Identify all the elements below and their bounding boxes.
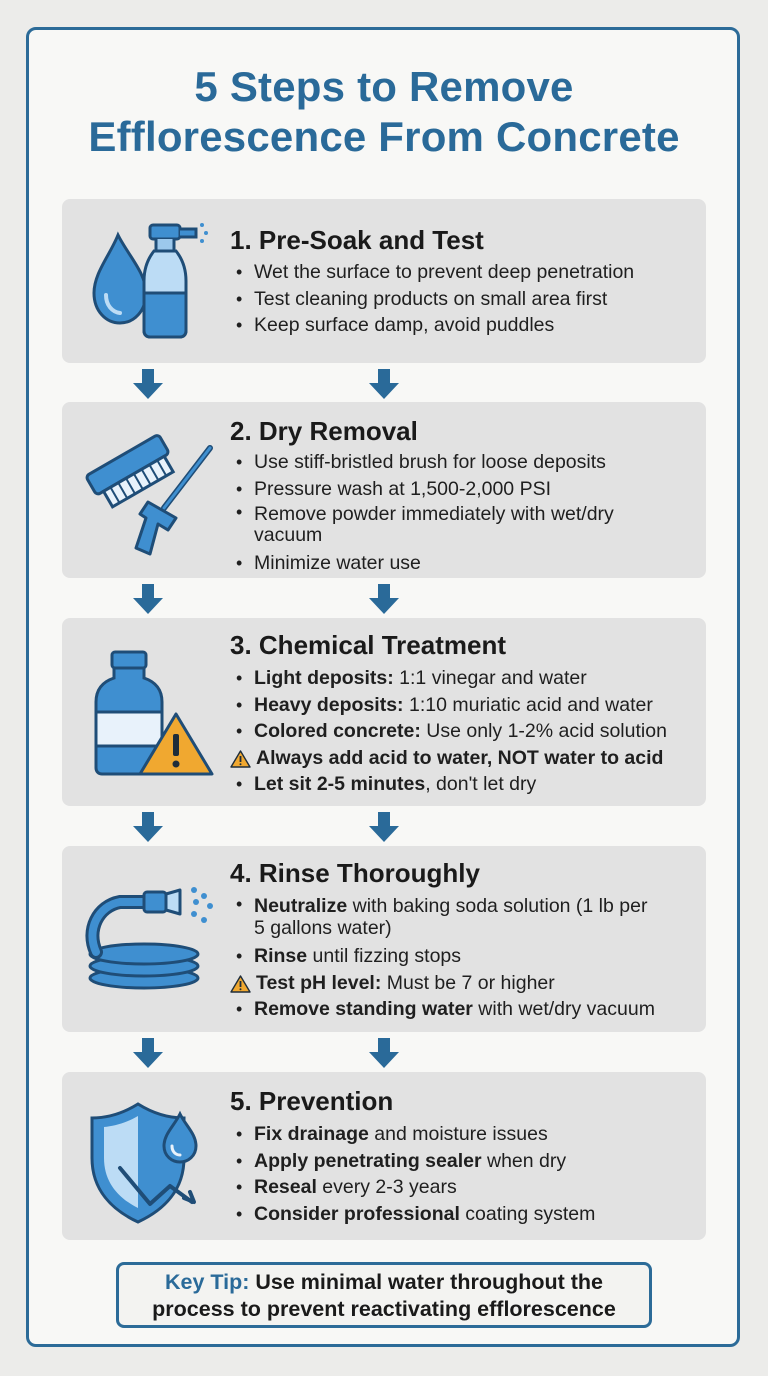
- bullet-bold: Always add acid to water, NOT water to acid: [256, 746, 664, 769]
- bullet-bold: Rinse: [254, 945, 308, 967]
- bullet-bold: Light deposits:: [254, 667, 394, 689]
- down-arrow-icon: [367, 582, 401, 616]
- down-arrow-icon: [131, 810, 165, 844]
- list-item: [232, 745, 692, 772]
- list-item: [232, 1148, 692, 1175]
- list-item: [232, 996, 692, 1023]
- bullet-text: , don't let dry: [425, 773, 537, 795]
- list-item: [232, 970, 692, 997]
- warning-icon: [230, 975, 251, 993]
- step-card-4: [62, 846, 706, 1032]
- step-card-2: [62, 402, 706, 578]
- list-item: • Test cleaning products on small area first: [232, 286, 692, 313]
- bullet-bold: Fix drainage: [254, 1123, 369, 1145]
- bullet-text: until fizzing stops: [307, 945, 462, 967]
- step-5-bullets: [232, 1121, 692, 1227]
- step-2-bullets: [232, 449, 692, 577]
- down-arrow-icon: [367, 1036, 401, 1070]
- bullet-text: coating system: [459, 1202, 596, 1225]
- step-3-title: 3. Chemical Treatment: [230, 630, 506, 660]
- down-arrow-icon: [131, 367, 165, 401]
- bullet-text: Must be 7 or higher: [381, 971, 555, 994]
- bullet-text: when dry: [481, 1149, 567, 1172]
- bullet-text: 1:1 vinegar and water: [393, 667, 587, 689]
- down-arrow-icon: [131, 582, 165, 616]
- list-item: • Pressure wash at 1,500-2,000 PSI: [232, 476, 692, 503]
- bullet-line: [254, 895, 692, 917]
- step-1-title: 1. Pre-Soak and Test: [230, 225, 484, 255]
- tip-label: Key Tip:: [164, 1270, 250, 1294]
- step-3-bullets: [232, 665, 692, 798]
- bullet-text: with baking soda solution (1 lb per: [347, 895, 648, 917]
- list-item: [232, 1174, 692, 1201]
- title-line-1: 5 Steps to Remove: [194, 63, 574, 110]
- key-tip-box: [116, 1262, 652, 1328]
- bullet-bold: Colored concrete:: [254, 720, 421, 742]
- list-item: • Wet the surface to prevent deep penetration: [232, 259, 692, 286]
- bullet-line: • Remove powder immediately with wet/dry: [254, 503, 614, 525]
- title-line-2: Efflorescence From Concrete: [88, 113, 680, 160]
- bullet-bold: Let sit 2-5 minutes: [254, 773, 426, 795]
- list-item: [232, 893, 692, 943]
- bullet-line: 5 gallons water): [254, 917, 392, 939]
- step-card-1: [62, 199, 706, 363]
- bullet-bold: Test pH level:: [256, 971, 382, 994]
- brush-and-pressure-washer-icon: [84, 426, 220, 558]
- down-arrow-icon: [367, 367, 401, 401]
- bullet-bold: Reseal: [254, 1176, 317, 1198]
- garden-hose-icon: [84, 882, 224, 994]
- bullet-text: Use only 1-2% acid solution: [420, 720, 667, 742]
- list-item: [232, 665, 692, 692]
- shield-water-drop-icon: [84, 1098, 208, 1226]
- list-item: [232, 718, 692, 745]
- list-item: • Keep surface damp, avoid puddles: [232, 312, 692, 339]
- bullet-bold: Apply penetrating sealer: [254, 1149, 482, 1172]
- bullet-bold: Neutralize: [254, 895, 348, 917]
- list-item: [232, 502, 692, 550]
- bullet-line: vacuum: [254, 524, 323, 546]
- tip-line-1: [119, 1269, 649, 1296]
- step-1-bullets: [232, 259, 692, 339]
- tip-text: Use minimal water throughout the: [249, 1270, 604, 1294]
- tip-line-2: process to prevent reactivating efflorescence: [152, 1297, 616, 1321]
- bullet-text: with wet/dry vacuum: [472, 998, 655, 1020]
- page-title: [0, 62, 768, 162]
- step-4-bullets: [232, 893, 692, 1023]
- list-item: [232, 771, 692, 798]
- down-arrow-icon: [367, 810, 401, 844]
- list-item: [232, 1121, 692, 1148]
- step-card-5: [62, 1072, 706, 1240]
- step-2-title: 2. Dry Removal: [230, 416, 418, 446]
- step-5-title: 5. Prevention: [230, 1086, 394, 1116]
- bullet-bold: Consider professional: [254, 1202, 460, 1225]
- bullet-bold: Remove standing water: [254, 998, 473, 1020]
- step-card-3: [62, 618, 706, 806]
- warning-icon: [230, 750, 251, 768]
- bullet-text: every 2-3 years: [316, 1176, 457, 1198]
- list-item: • Minimize water use: [232, 550, 692, 577]
- down-arrow-icon: [131, 1036, 165, 1070]
- chemical-bottle-warning-icon: [84, 650, 224, 780]
- list-item: • Use stiff-bristled brush for loose deposits: [232, 449, 692, 476]
- spray-bottle-and-water-drop-icon: [84, 215, 214, 345]
- list-item: [232, 943, 692, 970]
- bullet-bold: Heavy deposits:: [254, 693, 404, 716]
- bullet-text: and moisture issues: [368, 1123, 548, 1145]
- step-4-title: 4. Rinse Thoroughly: [230, 858, 480, 888]
- list-item: [232, 692, 692, 719]
- list-item: [232, 1201, 692, 1228]
- bullet-text: 1:10 muriatic acid and water: [403, 693, 653, 716]
